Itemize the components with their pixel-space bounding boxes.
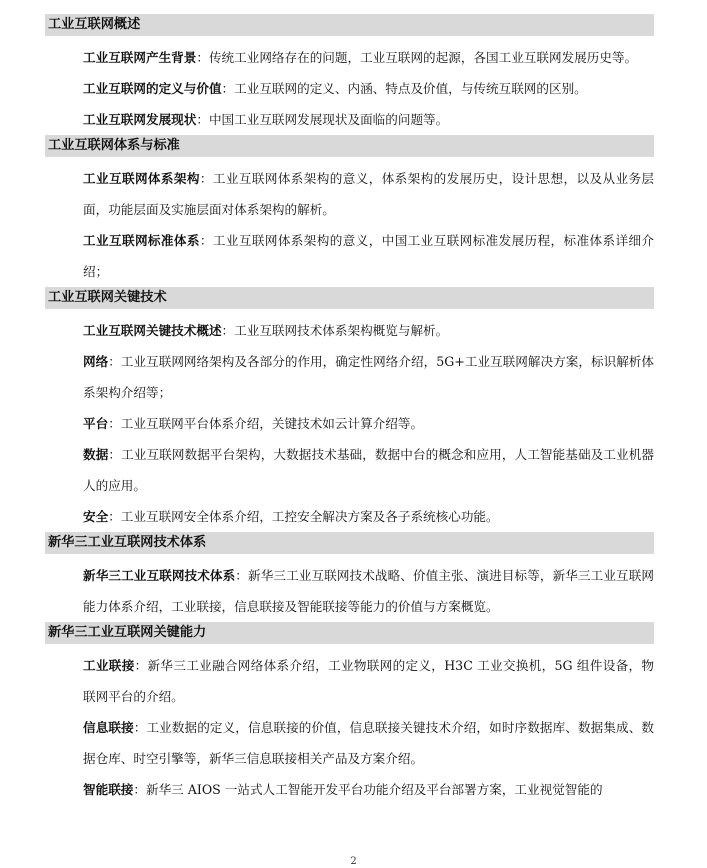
item-term: 信息联接 xyxy=(83,720,134,735)
list-item xyxy=(83,501,654,532)
list-item xyxy=(83,73,654,104)
document-page xyxy=(45,14,654,805)
item-term: 新华三工业互联网技术体系 xyxy=(83,568,236,583)
section-title: 工业互联网概述 xyxy=(45,14,654,36)
list-item xyxy=(83,560,654,622)
item-term: 工业互联网产生背景 xyxy=(83,50,197,65)
item-text: 工业数据的定义，信息联接的价值，信息联接关键技术介绍，如时序数据库、数据集成、数据仓库、时空引擎等，新华三信息联接相关产品及方案介绍。 xyxy=(83,720,655,766)
item-text: 工业互联网网络架构及各部分的作用，确定性网络介绍，5G+工业互联网解决方案，标识解析体系架构介绍等； xyxy=(83,354,655,400)
item-term: 工业互联网的定义与价值 xyxy=(83,81,222,96)
item-colon: ： xyxy=(108,509,121,524)
item-text: 工业互联网数据平台架构，大数据技术基础，数据中台的概念和应用，人工智能基础及工业机器人的应用。 xyxy=(83,447,655,493)
list-item xyxy=(83,774,654,805)
item-colon: ： xyxy=(133,720,147,735)
item-text: 工业互联网技术体系架构概览与解析。 xyxy=(234,323,449,338)
item-colon: ： xyxy=(134,658,148,673)
item-colon: ： xyxy=(108,447,122,462)
list-item xyxy=(83,315,654,346)
item-text: 中国工业互联网发展现状及面临的问题等。 xyxy=(208,112,449,127)
item-colon: ： xyxy=(221,81,235,96)
item-text: 工业互联网体系架构的意义，体系架构的发展历史，设计思想，以及从业务层面，功能层面及实施层面对体系架构的解析。 xyxy=(83,171,655,217)
item-term: 工业联接 xyxy=(83,658,135,673)
item-term: 智能联接 xyxy=(83,782,134,797)
item-text: 传统工业网络存在的问题，工业互联网的起源，各国工业互联网发展历史等。 xyxy=(208,50,638,65)
list-item xyxy=(83,650,654,712)
item-colon: ： xyxy=(196,50,209,65)
item-term: 数据 xyxy=(83,447,109,462)
item-colon: ： xyxy=(199,233,213,248)
section-h3c-tech-system xyxy=(45,532,654,622)
item-term: 网络 xyxy=(83,354,109,369)
list-item xyxy=(83,42,654,73)
item-term: 工业互联网标准体系 xyxy=(83,233,200,248)
section-h3c-key-capabilities xyxy=(45,622,654,805)
item-term: 工业互联网发展现状 xyxy=(83,112,197,127)
item-text: 新华三 AIOS 一站式人工智能开发平台功能介绍及平台部署方案，工业视觉智能的 xyxy=(145,782,603,797)
item-term: 安全 xyxy=(83,509,109,524)
section-items xyxy=(45,42,654,135)
item-colon: ： xyxy=(199,171,213,186)
item-term: 工业互联网体系架构 xyxy=(83,171,200,186)
section-title: 新华三工业互联网技术体系 xyxy=(45,532,654,554)
section-key-technologies xyxy=(45,287,654,532)
item-term: 平台 xyxy=(83,416,109,431)
item-text: 工业互联网安全体系介绍，工控安全解决方案及各子系统核心功能。 xyxy=(120,509,499,524)
list-item xyxy=(83,346,654,408)
list-item xyxy=(83,439,654,501)
item-text: 工业互联网平台体系介绍，关键技术如云计算介绍等。 xyxy=(120,416,424,431)
item-text: 新华三工业互联网技术战略、价值主张、演进目标等，新华三工业互联网能力体系介绍，工业联接，信息联接及智能联接等能力的价值与方案概览。 xyxy=(83,568,655,614)
item-colon: ： xyxy=(235,568,248,583)
list-item xyxy=(83,712,654,774)
section-items xyxy=(45,650,654,805)
item-text: 工业互联网的定义、内涵、特点及价值，与传统互联网的区别。 xyxy=(234,81,587,96)
list-item xyxy=(83,225,654,287)
list-item xyxy=(83,104,654,135)
section-items xyxy=(45,163,654,287)
section-overview xyxy=(45,14,654,135)
item-text: 工业互联网体系架构的意义，中国工业互联网标准发展历程，标准体系详细介绍； xyxy=(83,233,655,279)
page-number: 2 xyxy=(350,856,357,867)
section-title: 工业互联网体系与标准 xyxy=(45,135,654,157)
section-title: 工业互联网关键技术 xyxy=(45,287,654,309)
item-term: 工业互联网关键技术概述 xyxy=(83,323,222,338)
section-architecture-standards xyxy=(45,135,654,287)
item-colon: ： xyxy=(221,323,235,338)
item-colon: ： xyxy=(196,112,209,127)
item-text: 新华三工业融合网络体系介绍，工业物联网的定义，H3C 工业交换机，5G 组件设备，物联网平台的介绍。 xyxy=(83,658,655,704)
item-colon: ： xyxy=(133,782,146,797)
list-item xyxy=(83,163,654,225)
section-items xyxy=(45,315,654,532)
section-title: 新华三工业互联网关键能力 xyxy=(45,622,654,644)
item-colon: ： xyxy=(108,416,121,431)
item-colon: ： xyxy=(108,354,121,369)
section-items xyxy=(45,560,654,622)
list-item xyxy=(83,408,654,439)
